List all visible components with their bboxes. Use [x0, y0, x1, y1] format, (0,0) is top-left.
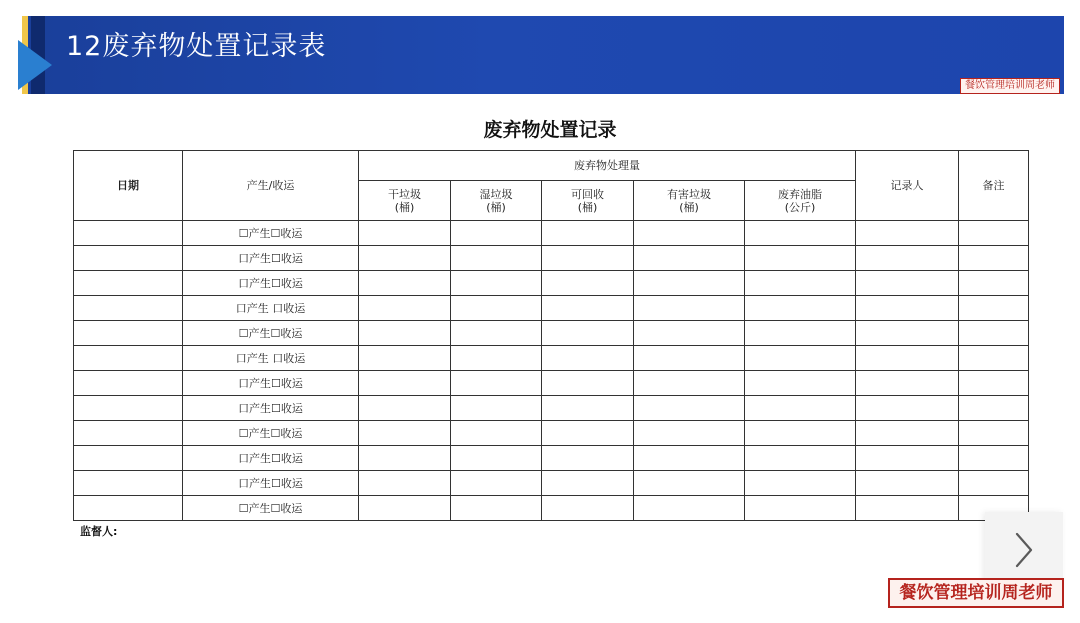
blank-cell[interactable]	[74, 421, 183, 446]
table-row	[74, 346, 1029, 371]
blank-cell[interactable]	[745, 446, 856, 471]
blank-cell[interactable]	[856, 396, 959, 421]
blank-cell[interactable]	[542, 496, 634, 521]
blank-cell[interactable]	[959, 446, 1029, 471]
blank-cell[interactable]	[856, 296, 959, 321]
blank-cell[interactable]	[542, 471, 634, 496]
blank-cell[interactable]	[451, 321, 542, 346]
blank-cell[interactable]	[959, 371, 1029, 396]
blank-cell[interactable]	[959, 246, 1029, 271]
blank-cell[interactable]	[634, 371, 745, 396]
blank-cell[interactable]	[451, 221, 542, 246]
blank-cell[interactable]	[74, 346, 183, 371]
blank-cell[interactable]	[542, 221, 634, 246]
blank-cell[interactable]	[74, 271, 183, 296]
blank-cell[interactable]	[359, 496, 451, 521]
blank-cell[interactable]	[451, 246, 542, 271]
blank-cell[interactable]	[634, 471, 745, 496]
blank-cell[interactable]	[959, 296, 1029, 321]
blank-cell[interactable]	[542, 371, 634, 396]
col-header-wet: 湿垃圾 (桶)	[451, 181, 542, 221]
blank-cell[interactable]	[359, 396, 451, 421]
type-choice-cell[interactable]: 口产生☐收运	[183, 396, 359, 421]
blank-cell[interactable]	[359, 371, 451, 396]
table-row	[74, 396, 1029, 421]
blank-cell[interactable]	[74, 471, 183, 496]
type-choice-cell[interactable]: ☐产生☐收运	[183, 221, 359, 246]
table-row	[74, 221, 1029, 246]
col-header-oil: 废弃油脂 (公斤)	[745, 181, 856, 221]
blank-cell[interactable]	[451, 421, 542, 446]
type-choice-cell[interactable]: 口产生☐收运	[183, 271, 359, 296]
blank-cell[interactable]	[451, 296, 542, 321]
blank-cell[interactable]	[634, 446, 745, 471]
table-row	[74, 421, 1029, 446]
col-header-type: 产生/收运	[183, 151, 359, 221]
slide-title: 12废弃物处置记录表	[66, 31, 327, 62]
blank-cell[interactable]	[542, 446, 634, 471]
blank-cell[interactable]	[74, 371, 183, 396]
blank-cell[interactable]	[542, 271, 634, 296]
blank-cell[interactable]	[856, 246, 959, 271]
waste-record-table	[73, 150, 1029, 521]
blank-cell[interactable]	[856, 321, 959, 346]
blank-cell[interactable]	[634, 246, 745, 271]
type-choice-cell[interactable]: 口产生 口收运	[183, 296, 359, 321]
type-choice-cell[interactable]: 口产生☐收运	[183, 246, 359, 271]
supervisor-label: 监督人:	[80, 525, 118, 538]
table-row	[74, 446, 1029, 471]
col-header-recycle: 可回收 (桶)	[542, 181, 634, 221]
blank-cell[interactable]	[634, 496, 745, 521]
blank-cell[interactable]	[542, 321, 634, 346]
blank-cell[interactable]	[959, 421, 1029, 446]
play-triangle-icon	[18, 40, 52, 90]
chevron-right-icon	[1013, 530, 1035, 570]
blank-cell[interactable]	[359, 346, 451, 371]
col-header-note: 备注	[959, 151, 1029, 221]
watermark-stamp-large: 餐饮管理培训周老师	[888, 578, 1064, 608]
blank-cell[interactable]	[634, 296, 745, 321]
blank-cell[interactable]	[856, 346, 959, 371]
blank-cell[interactable]	[74, 296, 183, 321]
table-body	[74, 221, 1029, 521]
form-title: 废弃物处置记录	[483, 119, 617, 141]
blank-cell[interactable]	[959, 396, 1029, 421]
blank-cell[interactable]	[451, 471, 542, 496]
blank-cell[interactable]	[856, 446, 959, 471]
blank-cell[interactable]	[634, 221, 745, 246]
type-choice-cell[interactable]: ☐产生☐收运	[183, 496, 359, 521]
blank-cell[interactable]	[745, 221, 856, 246]
blank-cell[interactable]	[745, 271, 856, 296]
blank-cell[interactable]	[634, 396, 745, 421]
blank-cell[interactable]	[959, 471, 1029, 496]
blank-cell[interactable]	[634, 321, 745, 346]
table-row	[74, 246, 1029, 271]
blank-cell[interactable]	[74, 496, 183, 521]
col-header-hazard: 有害垃圾 (桶)	[634, 181, 745, 221]
blank-cell[interactable]	[451, 446, 542, 471]
blank-cell[interactable]	[745, 496, 856, 521]
blank-cell[interactable]	[856, 371, 959, 396]
next-slide-button[interactable]	[985, 512, 1063, 588]
blank-cell[interactable]	[74, 396, 183, 421]
table-row	[74, 496, 1029, 521]
col-header-recorder: 记录人	[856, 151, 959, 221]
blank-cell[interactable]	[359, 221, 451, 246]
col-header-group: 废弃物处理量	[359, 151, 856, 181]
blank-cell[interactable]	[745, 471, 856, 496]
watermark-stamp-small: 餐饮管理培训周老师	[960, 78, 1060, 94]
blank-cell[interactable]	[359, 471, 451, 496]
blank-cell[interactable]	[359, 296, 451, 321]
type-choice-cell[interactable]: 口产生☐收运	[183, 371, 359, 396]
blank-cell[interactable]	[745, 246, 856, 271]
blank-cell[interactable]	[451, 396, 542, 421]
type-choice-cell[interactable]: 口产生☐收运	[183, 446, 359, 471]
blank-cell[interactable]	[451, 271, 542, 296]
blank-cell[interactable]	[542, 296, 634, 321]
table-row	[74, 471, 1029, 496]
blank-cell[interactable]	[451, 371, 542, 396]
col-header-date: 日期	[74, 151, 183, 221]
blank-cell[interactable]	[542, 421, 634, 446]
type-choice-cell[interactable]: ☐产生☐收运	[183, 321, 359, 346]
blank-cell[interactable]	[856, 471, 959, 496]
blank-cell[interactable]	[856, 271, 959, 296]
type-choice-cell[interactable]: 口产生 口收运	[183, 346, 359, 371]
blank-cell[interactable]	[74, 221, 183, 246]
table-row	[74, 371, 1029, 396]
blank-cell[interactable]	[542, 246, 634, 271]
blank-cell[interactable]	[745, 296, 856, 321]
blank-cell[interactable]	[745, 421, 856, 446]
blank-cell[interactable]	[959, 271, 1029, 296]
blank-cell[interactable]	[959, 221, 1029, 246]
blank-cell[interactable]	[359, 246, 451, 271]
blank-cell[interactable]	[745, 346, 856, 371]
blank-cell[interactable]	[451, 346, 542, 371]
blank-cell[interactable]	[745, 371, 856, 396]
blank-cell[interactable]	[359, 321, 451, 346]
table-row	[74, 296, 1029, 321]
blank-cell[interactable]	[634, 271, 745, 296]
type-choice-cell[interactable]: 口产生☐收运	[183, 471, 359, 496]
blank-cell[interactable]	[856, 496, 959, 521]
blank-cell[interactable]	[74, 321, 183, 346]
type-choice-cell[interactable]: ☐产生☐收运	[183, 421, 359, 446]
blank-cell[interactable]	[856, 221, 959, 246]
blank-cell[interactable]	[856, 421, 959, 446]
blank-cell[interactable]	[359, 446, 451, 471]
blank-cell[interactable]	[542, 396, 634, 421]
blank-cell[interactable]	[74, 446, 183, 471]
col-header-dry: 干垃圾 (桶)	[359, 181, 451, 221]
blank-cell[interactable]	[959, 321, 1029, 346]
table-row	[74, 271, 1029, 296]
blank-cell[interactable]	[634, 421, 745, 446]
blank-cell[interactable]	[745, 321, 856, 346]
blank-cell[interactable]	[959, 346, 1029, 371]
blank-cell[interactable]	[634, 346, 745, 371]
blank-cell[interactable]	[359, 421, 451, 446]
blank-cell[interactable]	[745, 396, 856, 421]
table-row	[74, 321, 1029, 346]
blank-cell[interactable]	[542, 346, 634, 371]
blank-cell[interactable]	[74, 246, 183, 271]
blank-cell[interactable]	[451, 496, 542, 521]
blank-cell[interactable]	[359, 271, 451, 296]
